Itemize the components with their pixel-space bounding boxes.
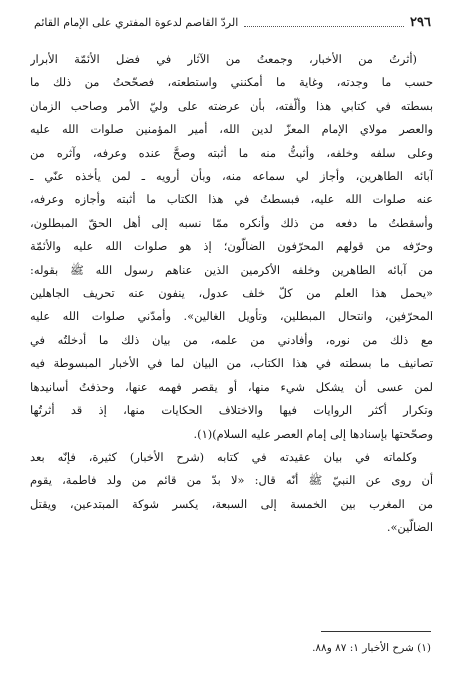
text-line: عنه صلوات الله عليه، فبسطتُ في هذا الكتاب ما أثبته وأجازه وعرفه، [30,192,433,207]
paragraph-1 [30,48,433,446]
text-line: وأسقطتُ ما دفعه من ذلك وأنكره ممّا نسبه إلى أهل الحقّ المبطلون، [30,215,433,230]
text-line: من المغرب بين الخمسة إلى السبعة، يكسر شوكة المبتدعين، ويقتل [30,496,433,511]
page-header [34,12,431,32]
text-line: تصانيف ما بسطته في هذا الكتاب، من البيان لما في الأخبار المبسوطة فيه [30,356,433,371]
text-line: والعصر مولاي الإمام المعزّ لدين الله، أمير المؤمنين صلوات الله عليه [30,122,433,137]
text-line: «يحمل هذا العلم من كلّ خلف عدول، ينفون عنه تحريف الجاهلين [30,286,433,301]
text-line: وصحّحتها بإسنادها إلى إمام العصر عليه السلام)(١). [193,426,433,441]
text-line: وعلى سلفه وخلفه، وأثبتُّ منه ما أثبته وصحَّ عنده وعرفه، وآثره من [30,145,433,160]
body-text [30,48,433,540]
footnote: (١) شرح الأخبار ١: ٨٧ و٨٨. [312,642,431,654]
text-line: مع ذلك من نوره، وأفادني من علمه، من بيان ذلك ما أدخلتُه في [30,332,433,347]
text-line: من آبائه الطاهرين وخلفه الأكرمين الذين عناهم رسول الله ﷺ بقوله: [30,262,433,277]
text-line: وحرّفه من قولهم المحرّفون الضالّون؛ إذ هو صلوات الله عليه والأئمّة [30,239,433,254]
text-line: (أثرتُ من الأخبار، وجمعتُ من الآثار في فضل الأئمّة الأبرار [30,52,417,66]
text-line: أن روى عن النبيّ ﷺ أنّه قال: «لا بدّ من قائم من ولد فاطمة، يقوم [30,473,433,488]
text-line: وكلماته في بيان عقيدته في كتابه (شرح الأخبار) كثيرة، فإنّه بعد [30,449,417,464]
text-line: الضالّين». [386,520,433,535]
header-dotted-leader [244,17,404,27]
page-number: ٢٩٦ [410,14,431,30]
footnote-separator [321,631,431,632]
text-line: حسب ما وجدته، وغاية ما أمكنني واستطعته، فصحّحتُ من ذلك ما [30,75,433,90]
text-line: آبائه الطاهرين، وأجاز لي سماعه منه، وبأن أرويه ـ لمن يأخذه عنّي ـ [30,169,433,184]
text-line: وتكرار أكثر الروايات فيها والاختلاف الحكايات منها، إذ قد أثرتُها [30,403,433,418]
text-line: بسطته في كتابي هذا وألّفته، بأن عرضته على وليّ الأمر وصاحب الزمان [30,98,433,113]
paragraph-2 [30,446,433,540]
text-line: المحرّفين، وانتحال المبطلين، وتأويل الغالين». وأمدّني صلوات الله عليه [30,309,433,324]
text-line: لمن عسى أن يشكل شيء منها، أو يقصر فهمه عنها، وحذفتُ أسانيدها [30,379,433,394]
running-title: الردّ القاصم لدعوة المفتري على الإمام القائم [34,15,239,29]
